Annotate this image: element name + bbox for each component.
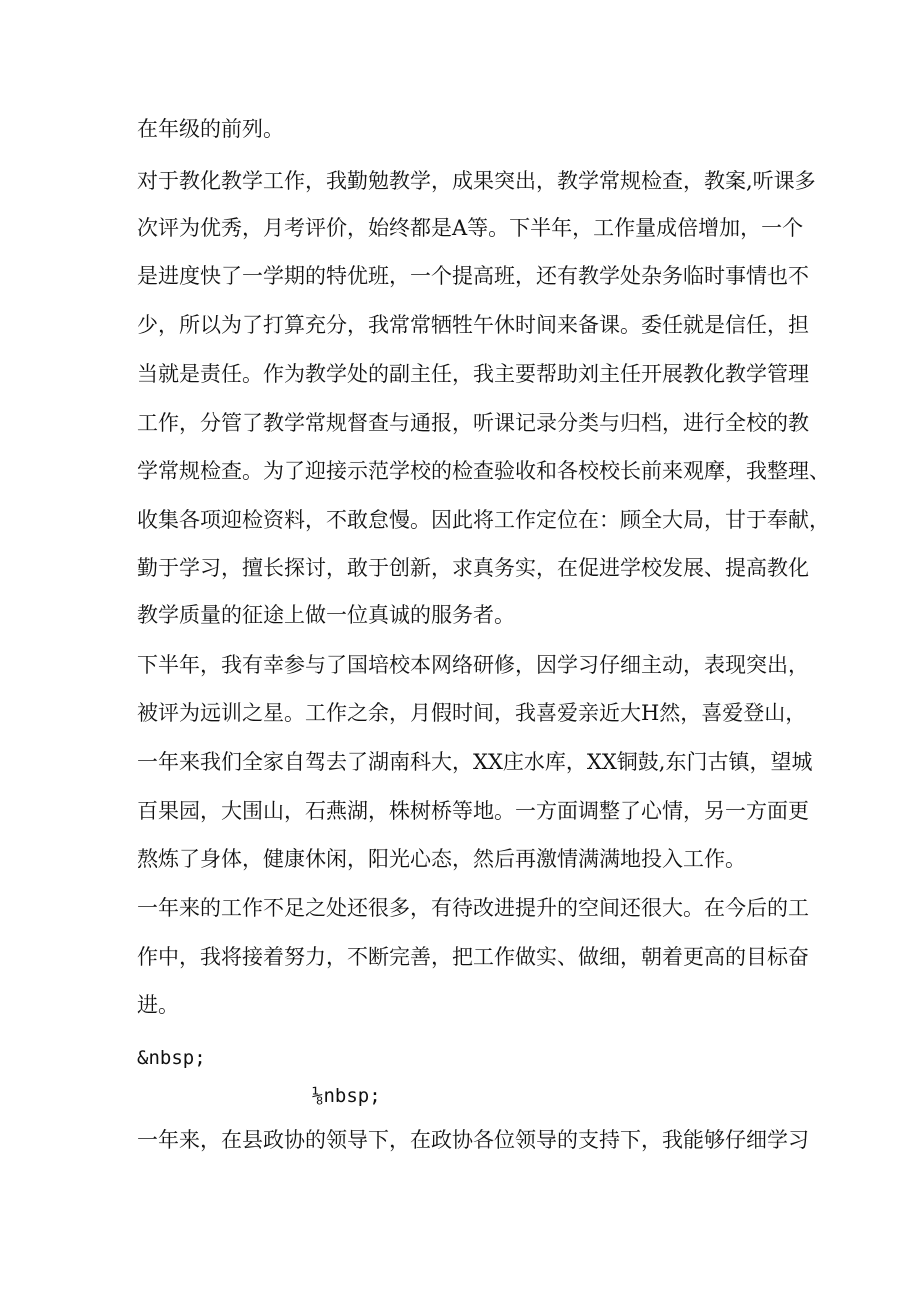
text-line: 熬炼了身体，健康休闲，阳光心态，然后再激情满满地投入工作。 xyxy=(137,847,746,871)
text-line: 少，所以为了打算充分，我常常牺牲午休时间来备课。委任就是信任，担 xyxy=(137,313,809,337)
text-line: 在年级的前列。 xyxy=(137,117,284,141)
text-line: &nbsp; xyxy=(137,1047,206,1069)
text-line: 一年来的工作不足之处还很多，有待改进提升的空间还很大。在今后的工 xyxy=(137,896,809,920)
text-line: 次评为优秀，月考评价，始终都是A等。下半年，工作量成倍增加，一个 xyxy=(137,216,804,240)
text-line: 一年来我们全家自驾去了湖南科大，XX庄水库，XX铜鼓,东门古镇，望城 xyxy=(137,750,813,774)
text-line: 进。 xyxy=(137,993,179,1017)
text-line: 是进度快了一学期的特优班，一个提高班，还有教学处杂务临时事情也不 xyxy=(137,264,809,288)
text-line: 百果园，大围山，石燕湖，株树桥等地。一方面调整了心情，另一方面更 xyxy=(137,799,809,823)
text-line: 当就是责任。作为教学处的副主任，我主要帮助刘主任开展教化教学管理 xyxy=(137,362,809,386)
text-line: 教学质量的征途上做一位真诚的服务者。 xyxy=(137,603,515,627)
text-line: 作中，我将接着努力，不断完善，把工作做实、做细，朝着更高的目标奋 xyxy=(137,945,809,969)
text-line: 下半年，我有幸参与了国培校本网络研修，因学习仔细主动，表现突出， xyxy=(137,653,809,677)
text-line: 一年来，在县政协的领导下，在政协各位领导的支持下，我能够仔细学习 xyxy=(137,1128,809,1152)
text-line: 勤于学习，擅长探讨，敢于创新，求真务实，在促进学校发展、提高教化 xyxy=(137,556,809,580)
text-line: 工作，分管了教学常规督查与通报，听课记录分类与归档，进行全校的教 xyxy=(137,411,809,435)
text-line: 学常规检查。为了迎接示范学校的检查验收和各校校长前来观摩，我整理、 xyxy=(137,459,830,483)
text-line: 收集各项迎检资料，不敢怠慢。因此将工作定位在：顾全大局，甘于奉献， xyxy=(137,508,830,532)
text-line: 对于教化教学工作，我勤勉教学，成果突出，教学常规检查，教案,听课多 xyxy=(137,169,816,193)
text-line: ⅛nbsp; xyxy=(312,1085,381,1107)
text-line: 被评为远训之星。工作之余，月假时间，我喜爱亲近大H然，喜爱登山， xyxy=(137,701,807,725)
